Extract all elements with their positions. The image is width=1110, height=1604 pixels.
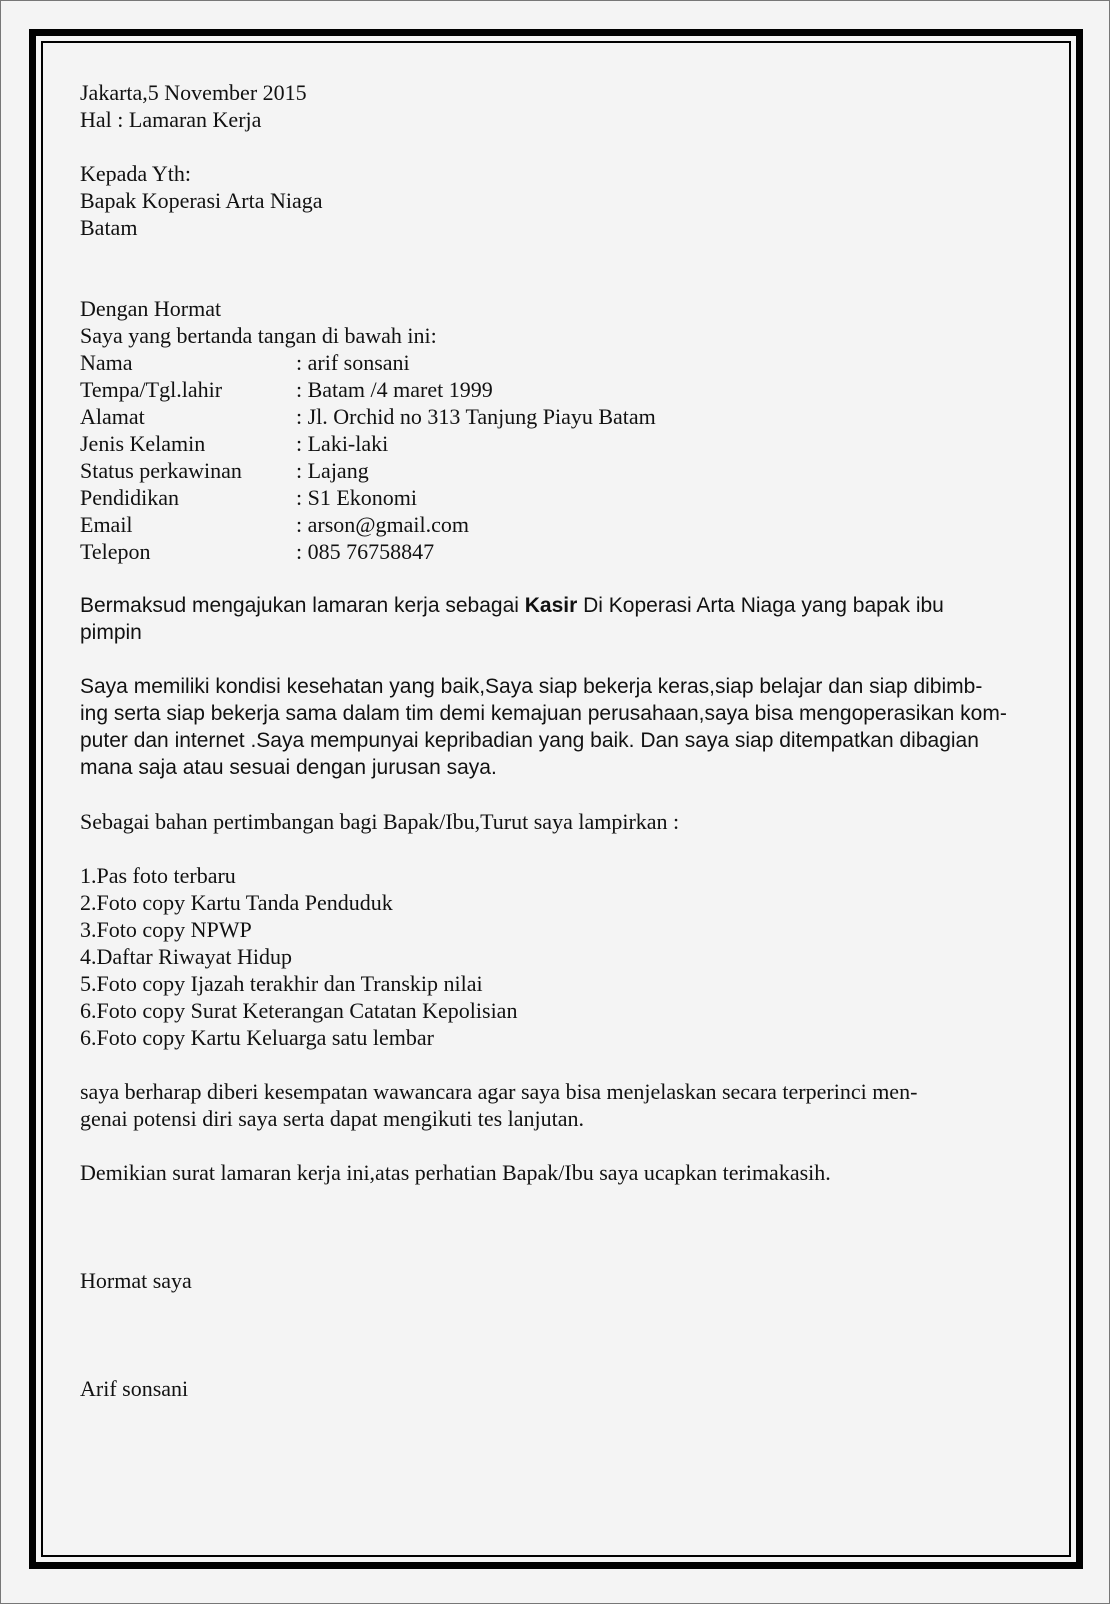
- detail-label: Nama: [80, 350, 133, 375]
- hope-paragraph: [80, 1078, 1030, 1132]
- detail-row: [80, 457, 1030, 484]
- sign-off: Hormat saya: [80, 1268, 192, 1293]
- detail-value: : arson@gmail.com: [296, 512, 470, 537]
- paragraph-line: ing serta siap bekerja sama dalam tim demi kemajuan perusahaan,saya bisa mengoperasikan kom-: [80, 702, 1007, 725]
- purpose-before: Bermaksud mengajukan lamaran kerja sebagai: [80, 594, 525, 617]
- subject-line: Hal : Lamaran Kerja: [80, 107, 262, 132]
- paragraph-line: puter dan internet .Saya mempunyai kepribadian yang baik. Dan saya siap ditempatkan dibagian: [80, 729, 979, 752]
- detail-value: : 085 76758847: [296, 539, 435, 564]
- detail-value: : Laki-laki: [296, 431, 389, 456]
- paragraph-line: mana saja atau sesuai dengan jurusan saya.: [80, 756, 497, 779]
- detail-label: Status perkawinan: [80, 458, 242, 483]
- detail-row: [80, 511, 1030, 538]
- list-item: 3.Foto copy NPWP: [80, 917, 252, 942]
- signature-name: Arif sonsani: [80, 1376, 189, 1401]
- detail-row: [80, 349, 1030, 376]
- list-item: 6.Foto copy Kartu Keluarga satu lembar: [80, 1025, 434, 1050]
- attachments-list: [80, 862, 1030, 1051]
- detail-label: Email: [80, 512, 133, 537]
- greeting: Dengan Hormat: [80, 296, 222, 321]
- detail-label: Pendidikan: [80, 485, 179, 510]
- detail-row: [80, 376, 1030, 403]
- purpose-after: Di Koperasi Arta Niaga yang bapak ibu pimpin: [80, 594, 944, 644]
- detail-label: Tempa/Tgl.lahir: [80, 377, 223, 402]
- detail-label: Telepon: [80, 539, 151, 564]
- recipient-salutation: Kepada Yth:: [80, 161, 191, 186]
- list-item: 2.Foto copy Kartu Tanda Penduduk: [80, 890, 393, 915]
- list-item: 1.Pas foto terbaru: [80, 863, 236, 888]
- list-item: 6.Foto copy Surat Keterangan Catatan Kepolisian: [80, 998, 518, 1023]
- qualifications-paragraph: [80, 673, 1030, 781]
- position-applied: Kasir: [524, 594, 578, 617]
- detail-label: Jenis Kelamin: [80, 431, 206, 456]
- detail-row: [80, 538, 1030, 565]
- detail-row: [80, 484, 1030, 511]
- applicant-details: [80, 349, 1030, 565]
- detail-row: [80, 430, 1030, 457]
- detail-value: : S1 Ekonomi: [296, 485, 418, 510]
- paragraph-line: Saya memiliki kondisi kesehatan yang baik,Saya siap bekerja keras,siap belajar dan siap dibimb-: [80, 675, 983, 698]
- letter-body: [80, 79, 1030, 1402]
- recipient-name: Bapak Koperasi Arta Niaga: [80, 188, 323, 213]
- purpose-paragraph: [80, 592, 980, 646]
- detail-value: : arif sonsani: [296, 350, 410, 375]
- paragraph-line: genai potensi diri saya serta dapat mengikuti tes lanjutan.: [80, 1106, 585, 1131]
- detail-value: : Lajang: [296, 458, 369, 483]
- detail-label: Alamat: [80, 404, 145, 429]
- recipient-city: Batam: [80, 215, 138, 240]
- attachments-intro: Sebagai bahan pertimbangan bagi Bapak/Ibu,Turut saya lampirkan :: [80, 809, 680, 834]
- detail-value: : Jl. Orchid no 313 Tanjung Piayu Batam: [296, 404, 656, 429]
- paragraph-line: saya berharap diberi kesempatan wawancara agar saya bisa menjelaskan secara terperinci men-: [80, 1079, 918, 1104]
- closing-statement: Demikian surat lamaran kerja ini,atas perhatian Bapak/Ibu saya ucapkan terimakasih.: [80, 1160, 831, 1185]
- intro-line: Saya yang bertanda tangan di bawah ini:: [80, 323, 437, 348]
- date-line: Jakarta,5 November 2015: [80, 80, 307, 105]
- detail-value: : Batam /4 maret 1999: [296, 377, 493, 402]
- detail-row: [80, 403, 1030, 430]
- recipient-block: [80, 160, 1030, 241]
- list-item: 4.Daftar Riwayat Hidup: [80, 944, 292, 969]
- list-item: 5.Foto copy Ijazah terakhir dan Transkip nilai: [80, 971, 483, 996]
